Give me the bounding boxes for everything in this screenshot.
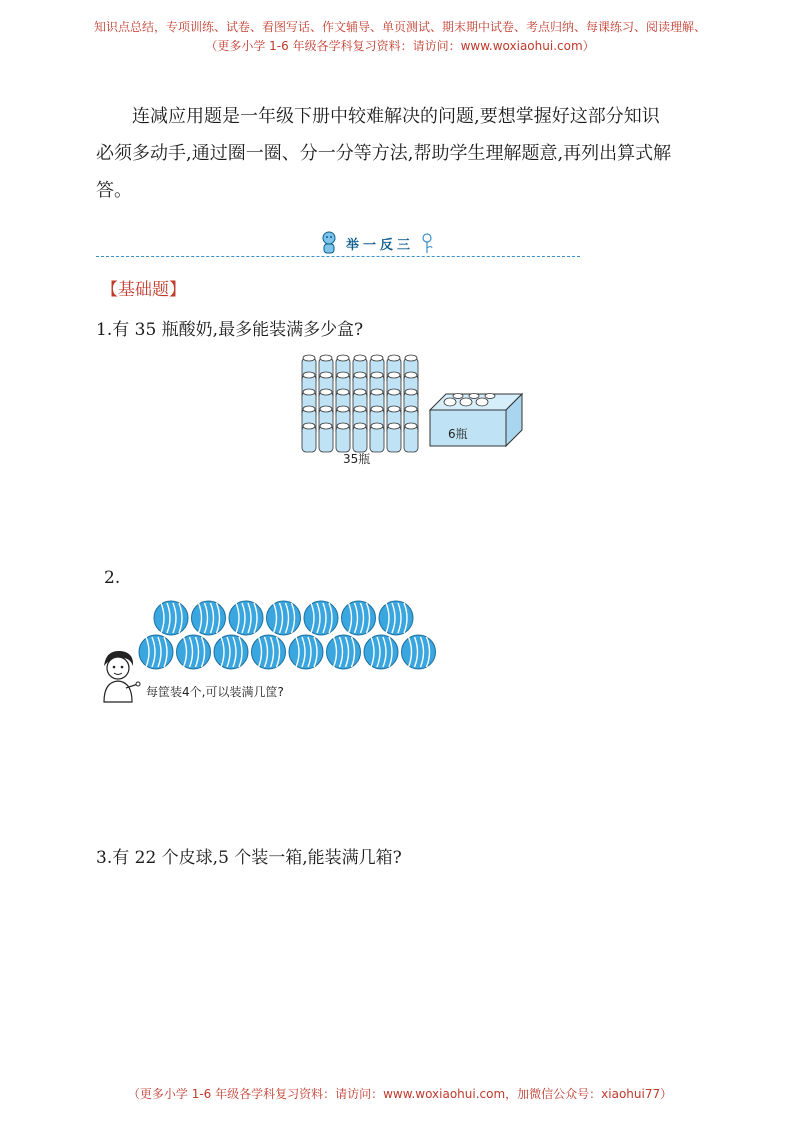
- ball: [192, 601, 226, 635]
- intro-line-2: 必须多动手,通过圈一圈、分一分等方法,帮助学生理解题意,再列出算式解: [96, 143, 672, 164]
- ball: [229, 601, 263, 635]
- question-1: 1.有 35 瓶酸奶,最多能装满多少盒?: [96, 320, 364, 340]
- yogurt-box-illustration: [428, 392, 524, 448]
- header-line-2: （更多小学 1-6 年级各学科复习资料：请访问：www.woxiaohui.com）: [205, 39, 595, 53]
- ball: [342, 601, 376, 635]
- flower-icon: [420, 232, 434, 254]
- ball: [402, 635, 436, 669]
- ball: [139, 635, 173, 669]
- header-line-1: 知识点总结，专项训练、试卷、看图写话、作文辅导、单页测试、期末期中试卷、考点归纳、每课练习、阅读理解、: [93, 20, 706, 34]
- ball: [304, 601, 338, 635]
- section-title: 【基础题】: [101, 280, 186, 300]
- bottle: [370, 423, 384, 452]
- question-2-number: 2.: [104, 568, 121, 588]
- bottles-illustration: [300, 352, 420, 444]
- section-divider: [96, 256, 580, 257]
- intro-paragraph: [96, 98, 716, 209]
- ball: [154, 601, 188, 635]
- ball: [379, 601, 413, 635]
- cartoon-mascot-icon: [318, 230, 340, 256]
- section-banner: [318, 230, 434, 256]
- bottle: [387, 423, 401, 452]
- ball: [252, 635, 286, 669]
- bottle: [302, 423, 316, 452]
- ball: [214, 635, 248, 669]
- boy-icon: [96, 648, 142, 704]
- ball: [177, 635, 211, 669]
- speech-text: 每筐装4个,可以装满几筐?: [146, 685, 284, 699]
- bottles-caption: 35瓶: [343, 452, 371, 466]
- bottle: [319, 423, 333, 452]
- ball: [327, 635, 361, 669]
- bottle: [404, 423, 418, 452]
- box-label: 6瓶: [448, 427, 468, 441]
- intro-line-1: 连减应用题是一年级下册中较难解决的问题,要想掌握好这部分知识: [132, 106, 660, 127]
- ball: [267, 601, 301, 635]
- question-3: 3.有 22 个皮球,5 个装一箱,能装满几箱?: [96, 848, 402, 868]
- bottle: [336, 423, 350, 452]
- banner-label: 举一反三: [346, 237, 415, 253]
- intro-line-3: 答。: [96, 180, 132, 201]
- bottle: [353, 423, 367, 452]
- ball: [364, 635, 398, 669]
- ball: [289, 635, 323, 669]
- balls-illustration: [138, 600, 438, 670]
- footer-text: （更多小学 1-6 年级各学科复习资料：请访问：www.woxiaohui.com，加微信公众号：xiaohui77）: [127, 1087, 673, 1101]
